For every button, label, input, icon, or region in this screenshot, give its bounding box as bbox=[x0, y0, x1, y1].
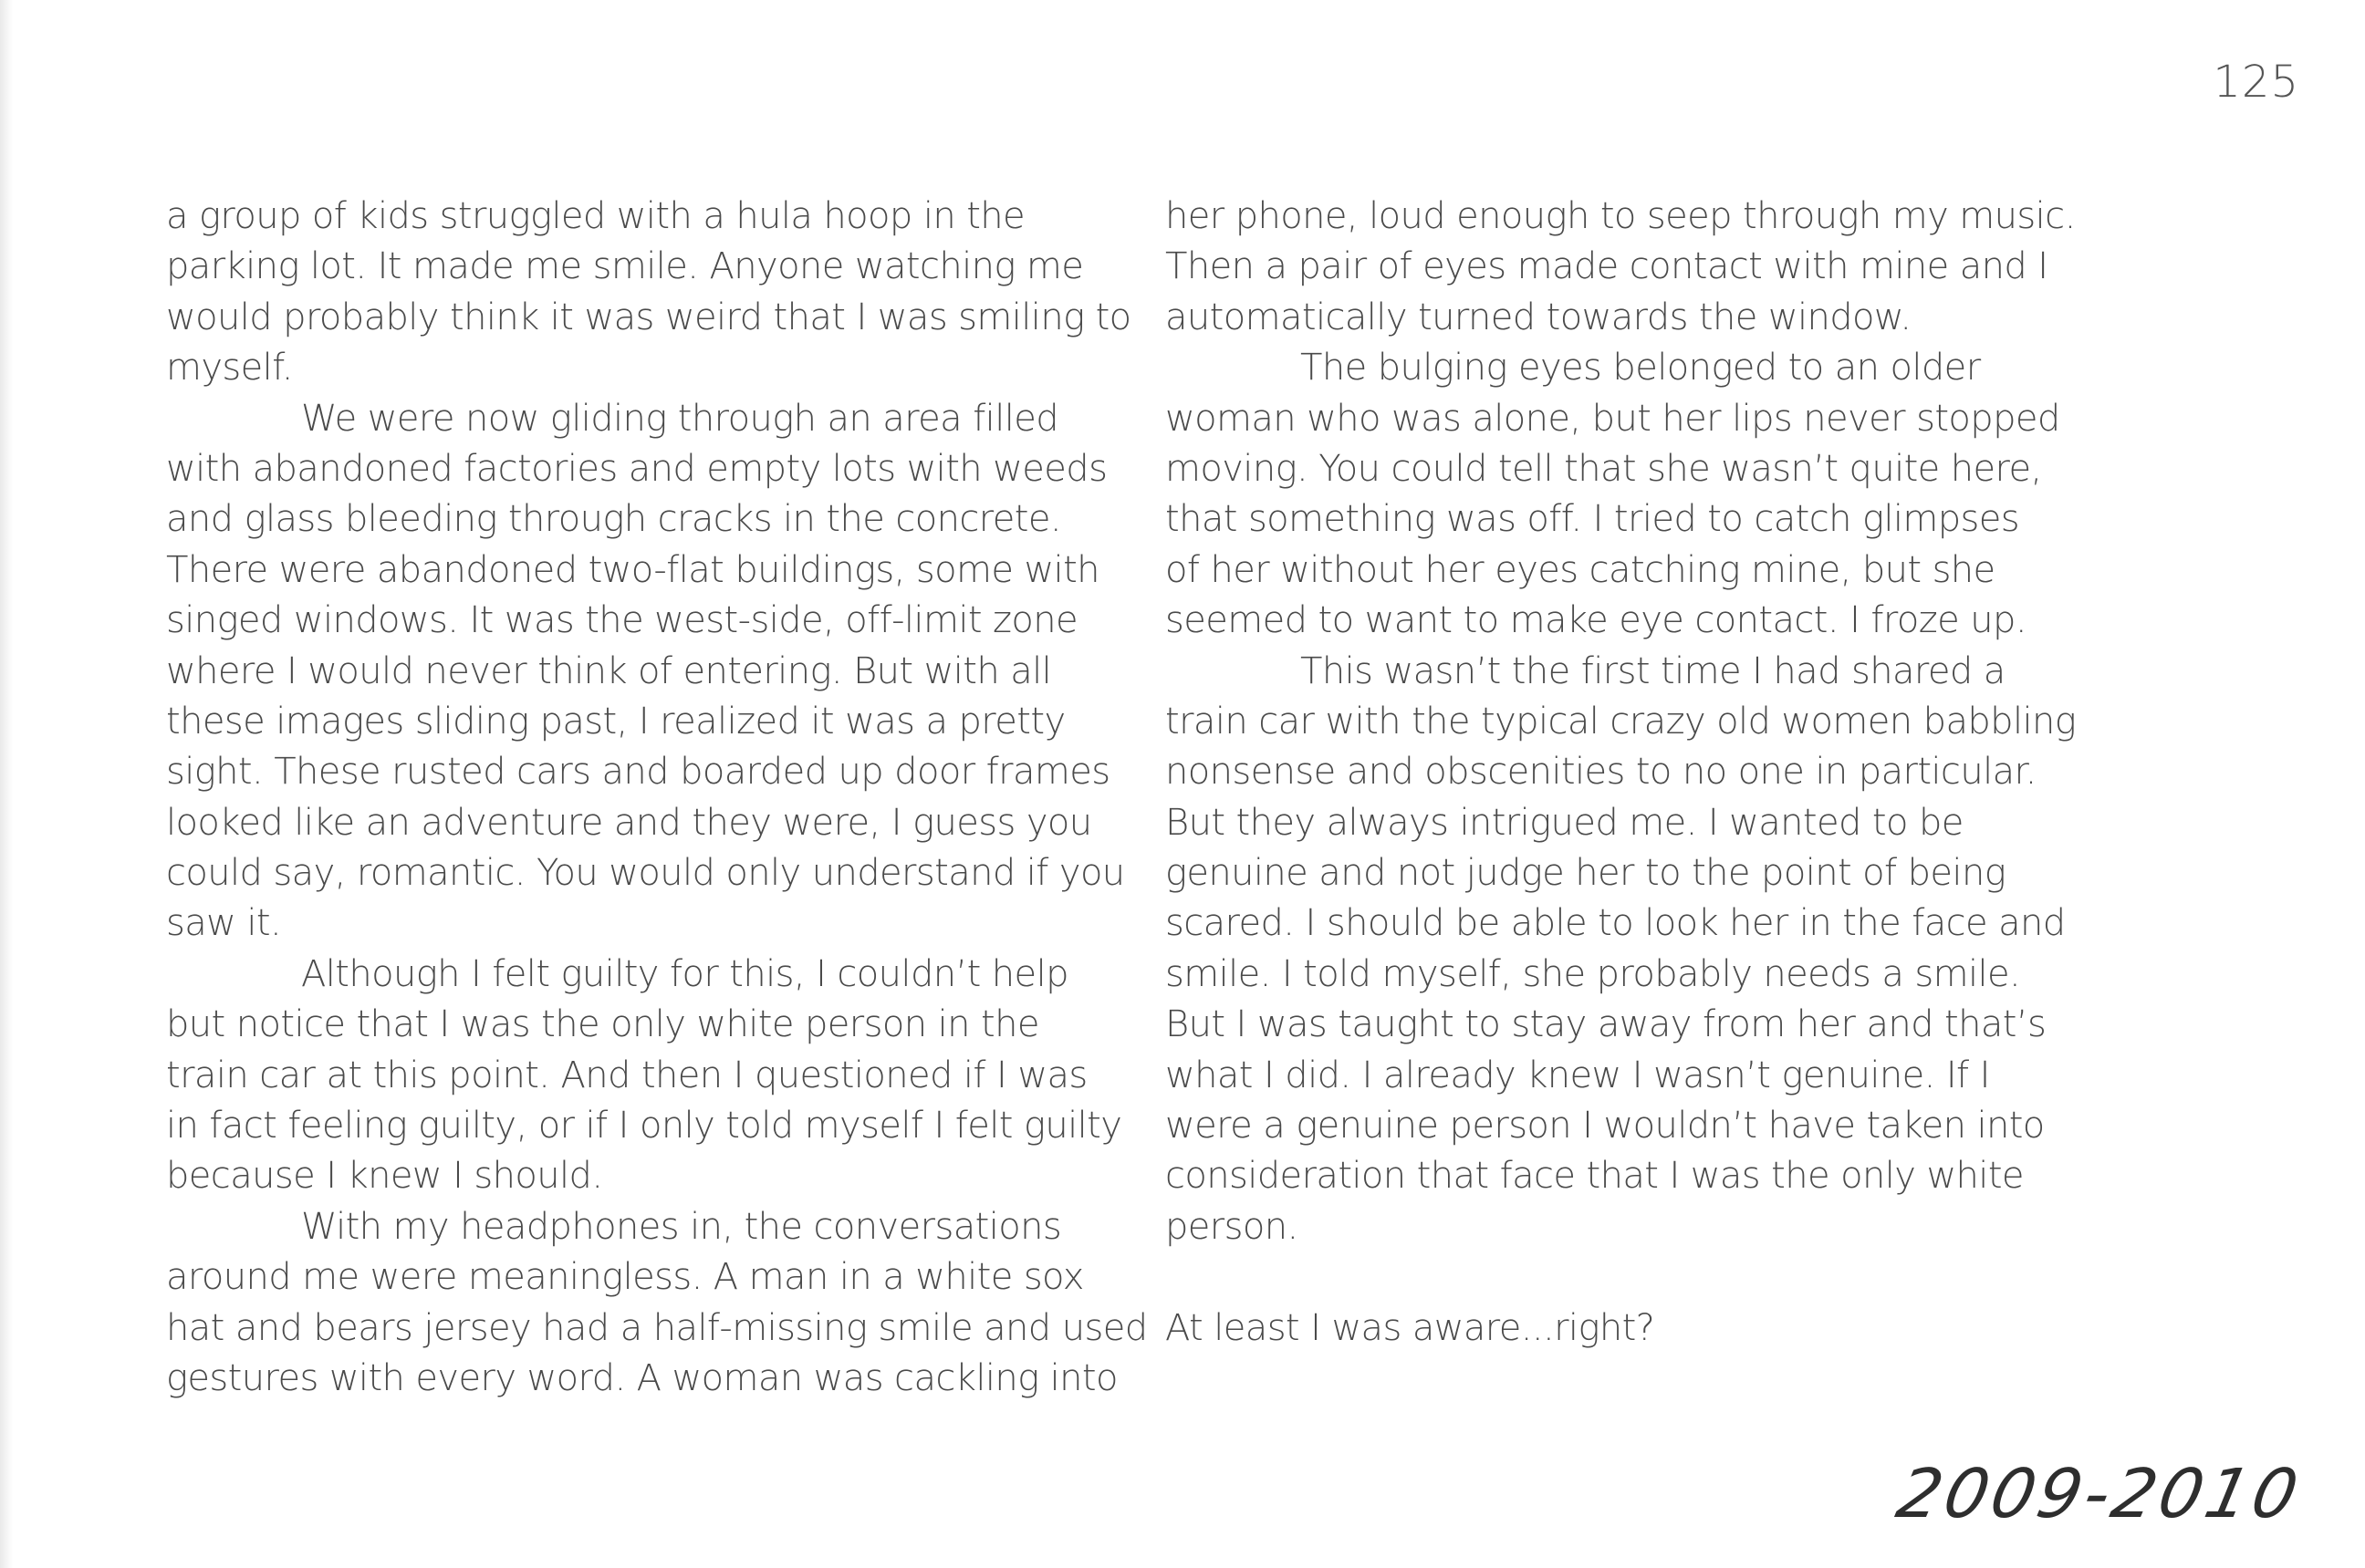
text-line: Then a pair of eyes made contact with mine and I bbox=[1165, 245, 2048, 288]
text-line: singed windows. It was the west-side, off-limit zone bbox=[166, 599, 1078, 642]
text-line: saw it. bbox=[166, 902, 282, 945]
text-line: and glass bleeding through cracks in the concrete. bbox=[166, 498, 1061, 541]
text-line: of her without her eyes catching mine, but she bbox=[1165, 548, 1995, 591]
text-line: gestures with every word. A woman was cackling into bbox=[166, 1356, 1118, 1399]
handwritten-date: 2009-2010 bbox=[1890, 1455, 2308, 1533]
text-line: because I knew I should. bbox=[166, 1155, 603, 1198]
text-line: Although I felt guilty for this, I couldn’t help bbox=[301, 952, 1068, 995]
left-text-column bbox=[166, 192, 1148, 1404]
text-line: This wasn’t the first time I had shared a bbox=[1300, 649, 2006, 692]
text-line: hat and bears jersey had a half-missing smile and used bbox=[166, 1306, 1148, 1349]
text-line: woman who was alone, but her lips never stopped bbox=[1165, 397, 2060, 440]
text-line: in fact feeling guilty, or if I only told myself I felt guilty bbox=[166, 1105, 1122, 1147]
text-line: The bulging eyes belonged to an older bbox=[1300, 347, 1981, 389]
text-line: seemed to want to make eye contact. I froze up. bbox=[1165, 599, 2026, 642]
text-line: nonsense and obscenities to no one in particular. bbox=[1165, 751, 2037, 794]
text-line: We were now gliding through an area filled bbox=[301, 397, 1059, 440]
text-line: were a genuine person I wouldn’t have taken into bbox=[1165, 1105, 2045, 1147]
text-line: could say, romantic. You would only understand if you bbox=[166, 852, 1125, 895]
text-line: person. bbox=[1165, 1205, 1298, 1248]
paragraph-gap bbox=[1165, 1252, 2105, 1303]
text-line: looked like an adventure and they were, I guess you bbox=[166, 801, 1092, 844]
text-line: sight. These rusted cars and boarded up door frames bbox=[166, 751, 1110, 794]
text-line: scared. I should be able to look her in the face and bbox=[1165, 902, 2066, 945]
text-line: train car with the typical crazy old women babbling bbox=[1165, 700, 2077, 742]
text-line: where I would never think of entering. But with all bbox=[166, 649, 1052, 692]
page-number: 125 bbox=[2213, 57, 2299, 108]
text-line: genuine and not judge her to the point of being bbox=[1165, 852, 2006, 895]
text-line: With my headphones in, the conversations bbox=[301, 1205, 1062, 1248]
text-line: that something was off. I tried to catch glimpses bbox=[1165, 498, 2020, 541]
text-line: consideration that face that I was the only white bbox=[1165, 1155, 2024, 1198]
page-spine-shadow bbox=[0, 0, 13, 1568]
text-line: what I did. I already knew I wasn’t genuine. If I bbox=[1165, 1054, 1990, 1096]
text-line: smile. I told myself, she probably needs a smile. bbox=[1165, 952, 2021, 995]
text-line: with abandoned factories and empty lots with weeds bbox=[166, 447, 1108, 490]
right-column-lines bbox=[1165, 192, 2105, 1252]
text-line: There were abandoned two-flat buildings, some with bbox=[166, 548, 1099, 591]
text-line: train car at this point. And then I questioned if I was bbox=[166, 1054, 1088, 1096]
text-line: myself. bbox=[166, 347, 293, 389]
text-line: these images sliding past, I realized it was a pretty bbox=[166, 700, 1066, 742]
text-line: automatically turned towards the window. bbox=[1165, 296, 1912, 338]
text-line: around me were meaningless. A man in a white sox bbox=[166, 1256, 1084, 1299]
text-line: would probably think it was weird that I was smiling to bbox=[166, 296, 1131, 338]
text-line: But they always intrigued me. I wanted to be bbox=[1165, 801, 1964, 844]
text-line: a group of kids struggled with a hula hoop in the bbox=[166, 195, 1026, 237]
text-line: But I was taught to stay away from her and that’s bbox=[1165, 1003, 2047, 1046]
text-line: her phone, loud enough to seep through my music. bbox=[1165, 195, 2076, 237]
text-line: but notice that I was the only white person in the bbox=[166, 1003, 1039, 1046]
text-line: moving. You could tell that she wasn’t quite here, bbox=[1165, 447, 2042, 490]
text-line: parking lot. It made me smile. Anyone watching me bbox=[166, 245, 1084, 288]
closing-line: At least I was aware...right? bbox=[1165, 1306, 1655, 1349]
right-text-column bbox=[1165, 192, 2105, 1354]
